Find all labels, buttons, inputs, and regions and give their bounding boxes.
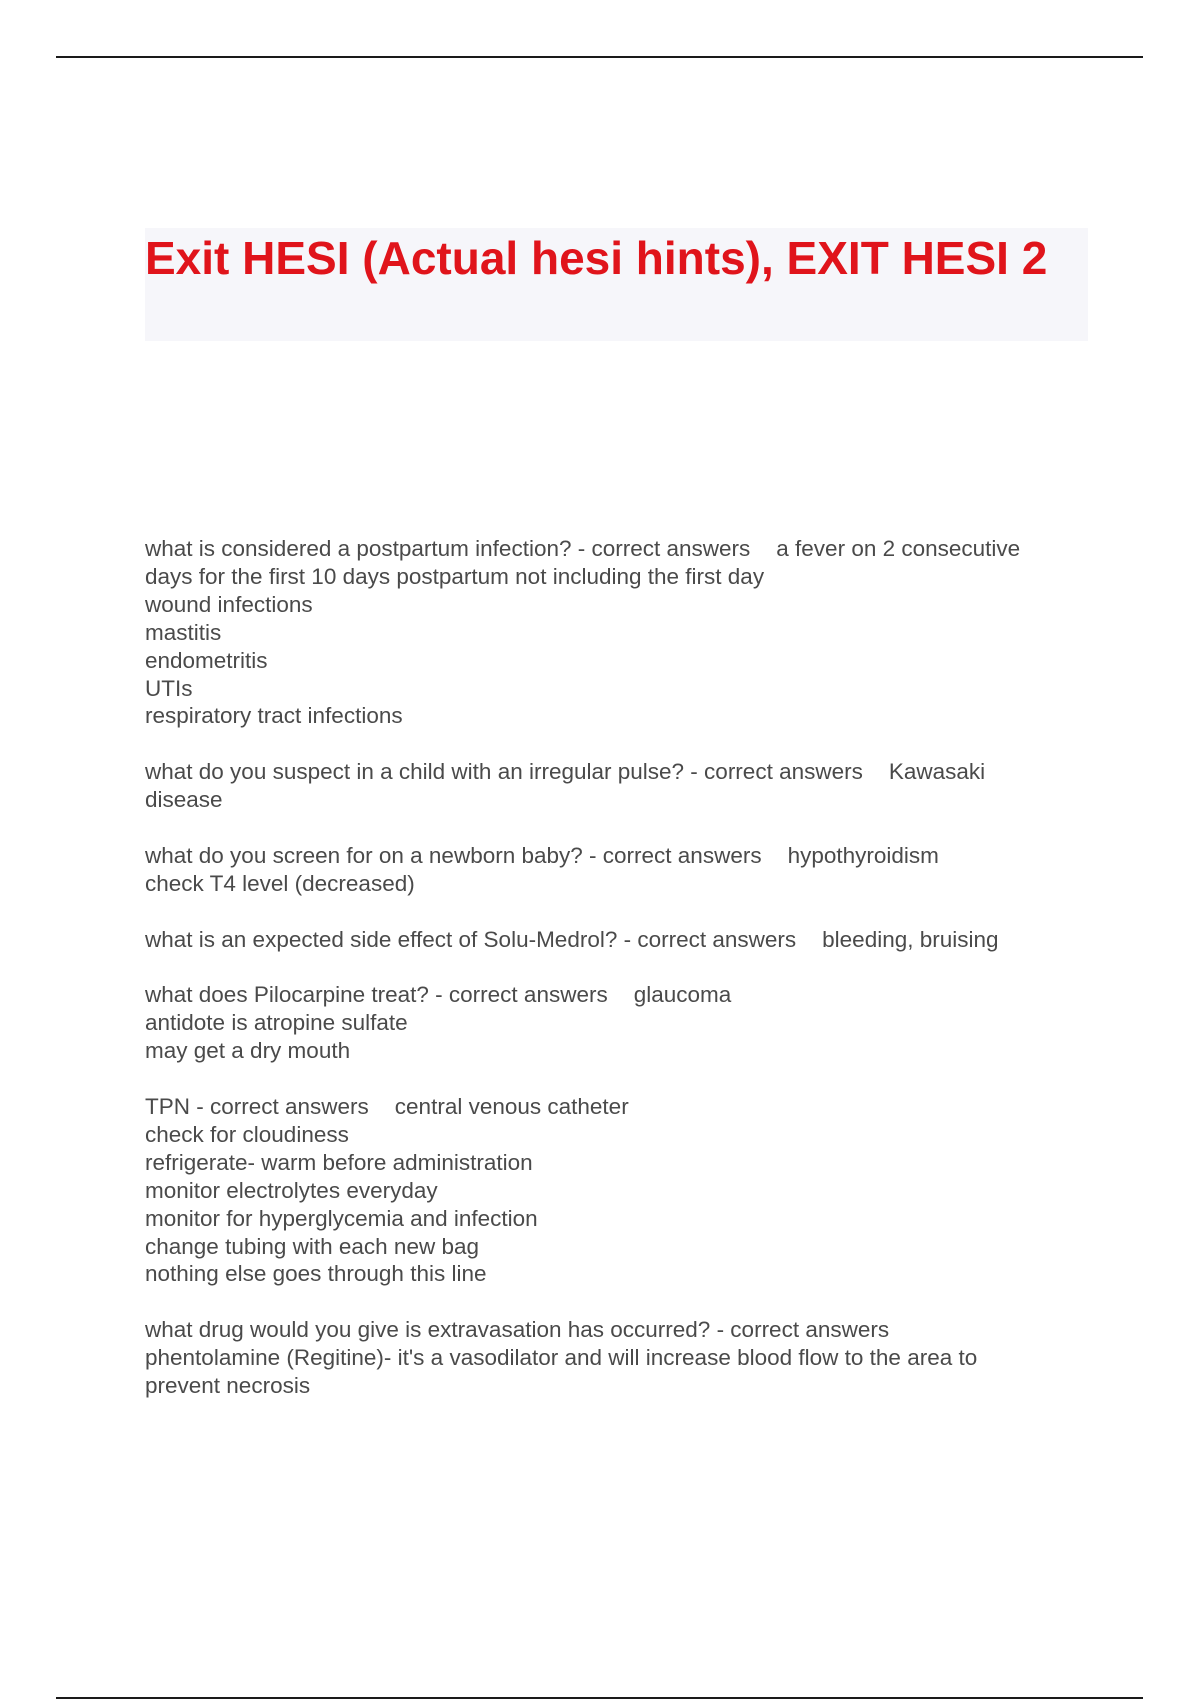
question-text: what is considered a postpartum infection? - correct answers	[145, 536, 751, 561]
answer-text: glaucoma	[633, 982, 732, 1008]
answer-line: change tubing with each new bag	[145, 1233, 479, 1259]
answer-line: days for the first 10 days postpartum not including the first day	[145, 563, 765, 589]
question-text: what drug would you give is extravasation has occurred? - correct answers	[145, 1317, 890, 1343]
answer-line: phentolamine (Regitine)- it's a vasodilator and will increase blood flow to the area to	[145, 1345, 978, 1371]
question-text: what is an expected side effect of Solu-Medrol? - correct answers	[145, 926, 797, 952]
question-text: what does Pilocarpine treat? - correct answers	[145, 982, 608, 1008]
answer-line: prevent necrosis	[145, 1373, 311, 1399]
answer-line: check for cloudiness	[145, 1121, 349, 1147]
answer-line: may get a dry mouth	[145, 1038, 351, 1064]
header-rule	[56, 56, 1143, 58]
answer-text: a fever on 2 consecutive	[776, 536, 1021, 561]
qa-first-line	[145, 842, 1095, 870]
answer-text: Kawasaki	[888, 759, 986, 785]
answer-line: wound infections	[145, 591, 313, 617]
qa-first-line	[145, 1093, 1095, 1121]
qa-first-line	[145, 926, 1095, 954]
answer-line: respiratory tract infections	[145, 703, 403, 729]
answer-line: mastitis	[145, 619, 222, 645]
question-text: what do you screen for on a newborn baby? - correct answers	[145, 842, 762, 868]
answer-text: hypothyroidism	[787, 842, 939, 868]
qa-first-line	[145, 535, 1095, 563]
qa-item	[145, 758, 1095, 814]
answer-line: refrigerate- warm before administration	[145, 1149, 533, 1175]
answer-text: central venous catheter	[394, 1094, 629, 1120]
answer-line: check T4 level (decreased)	[145, 870, 415, 896]
qa-item	[145, 981, 1095, 1065]
question-text: TPN - correct answers	[145, 1094, 369, 1120]
answer-line: UTIs	[145, 675, 193, 701]
qa-item	[145, 1093, 1095, 1288]
answer-line: antidote is atropine sulfate	[145, 1010, 408, 1036]
question-text: what do you suspect in a child with an irregular pulse? - correct answers	[145, 759, 863, 785]
answer-line: nothing else goes through this line	[145, 1261, 487, 1287]
answer-line: monitor for hyperglycemia and infection	[145, 1205, 538, 1231]
qa-item	[145, 926, 1095, 954]
footer-rule	[56, 1697, 1143, 1699]
qa-first-line	[145, 1316, 1095, 1344]
qa-first-line	[145, 981, 1095, 1009]
qa-item	[145, 535, 1095, 730]
document-title: Exit HESI (Actual hesi hints), EXIT HESI 2	[145, 232, 1048, 284]
answer-line: monitor electrolytes everyday	[145, 1177, 438, 1203]
answer-text: bleeding, bruising	[822, 926, 999, 952]
answer-line: disease	[145, 787, 223, 813]
qa-first-line	[145, 758, 1095, 786]
answer-line: endometritis	[145, 647, 268, 673]
qa-item	[145, 1316, 1095, 1400]
qa-list	[145, 535, 1095, 1428]
qa-item	[145, 842, 1095, 898]
